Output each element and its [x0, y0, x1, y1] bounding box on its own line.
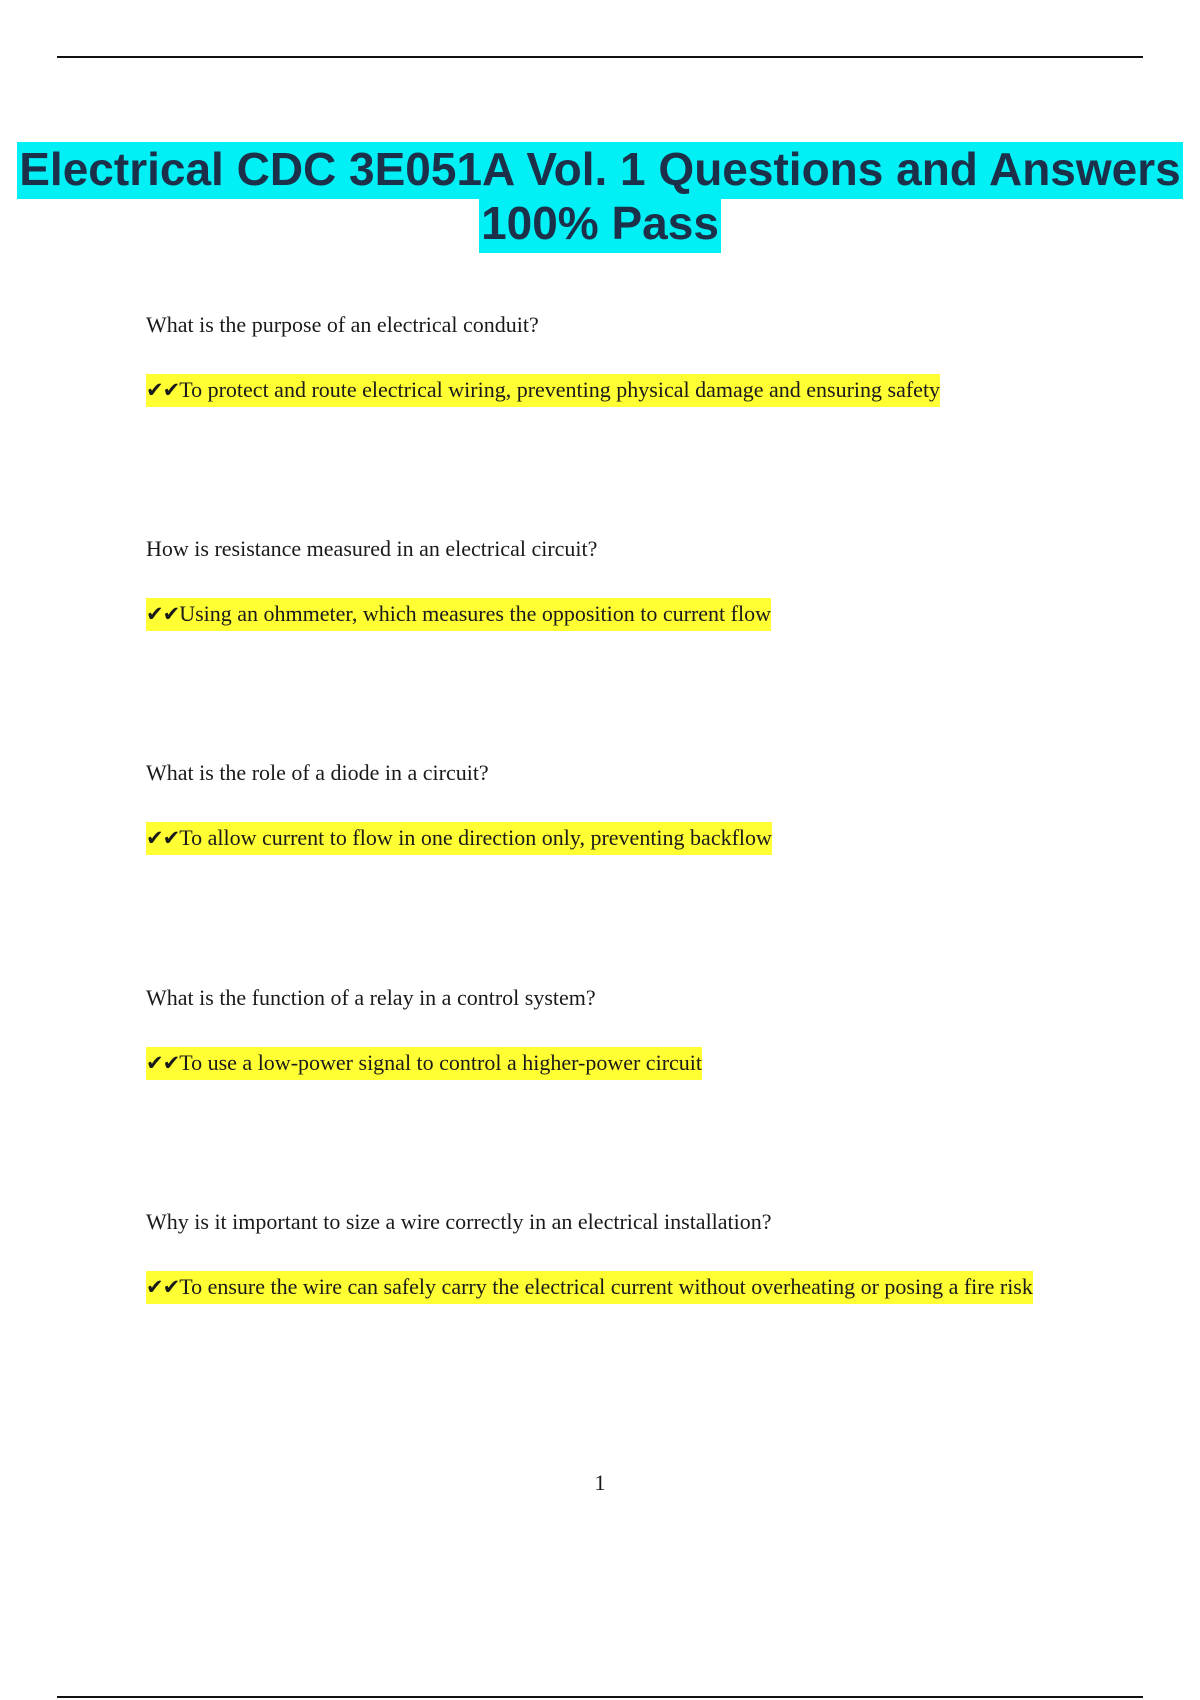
qa-item-4	[146, 984, 1086, 1094]
question-1: What is the purpose of an electrical conduit?	[146, 312, 539, 337]
question-4: What is the function of a relay in a control system?	[146, 985, 596, 1010]
qa-item-5	[146, 1208, 1086, 1318]
document-title	[0, 142, 1200, 250]
double-check-icon: ✔✔	[146, 1275, 180, 1299]
answer-4-text: To use a low-power signal to control a higher-power circuit	[179, 1050, 703, 1075]
answer-4	[146, 1032, 1086, 1094]
answer-3	[146, 807, 1086, 869]
answer-2	[146, 583, 1086, 645]
qa-item-1	[146, 311, 1086, 421]
page-number: 1	[594, 1470, 606, 1495]
double-check-icon: ✔✔	[146, 602, 180, 626]
question-3: What is the role of a diode in a circuit?	[146, 760, 489, 785]
qa-item-2	[146, 535, 1086, 645]
qa-item-3	[146, 759, 1086, 869]
double-check-icon: ✔✔	[146, 826, 180, 850]
document-title-text: Electrical CDC 3E051A Vol. 1 Questions and Answers 100% Pass	[17, 142, 1182, 253]
bottom-rule	[57, 1696, 1143, 1698]
double-check-icon: ✔✔	[146, 378, 180, 402]
answer-5-text: To ensure the wire can safely carry the electrical current without overheating or posing a fire risk	[179, 1274, 1033, 1299]
answer-5	[146, 1256, 1086, 1318]
question-5: Why is it important to size a wire correctly in an electrical installation?	[146, 1209, 772, 1234]
answer-3-text: To allow current to flow in one direction only, preventing backflow	[179, 825, 772, 850]
double-check-icon: ✔✔	[146, 1051, 180, 1075]
question-2: How is resistance measured in an electrical circuit?	[146, 536, 598, 561]
answer-1-text: To protect and route electrical wiring, preventing physical damage and ensuring safety	[179, 377, 941, 402]
answer-2-text: Using an ohmmeter, which measures the opposition to current flow	[179, 601, 771, 626]
answer-1	[146, 359, 1086, 421]
top-rule	[57, 56, 1143, 58]
